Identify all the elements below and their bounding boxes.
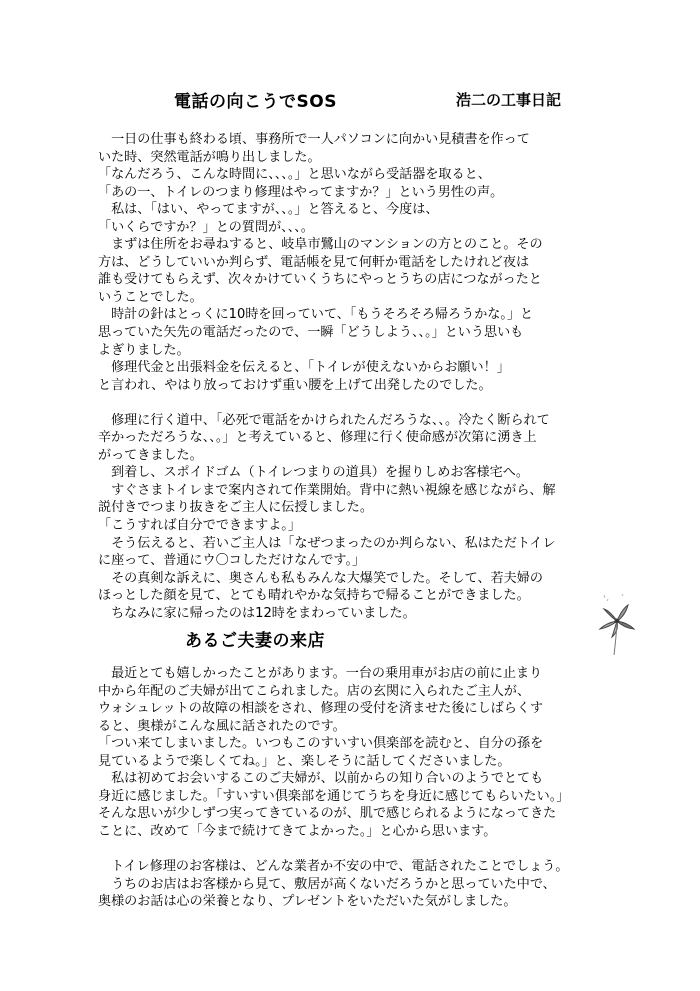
text-line: うちのお店はお客様から見て、敷居が高くないだろうかと思っていた中で、 xyxy=(98,876,556,892)
article-body-couple xyxy=(98,665,618,911)
text-line: 説付きでつまり抜きをご主人に伝授しました。 xyxy=(98,500,373,516)
text-line: そう伝えると、若いご主人は「なぜつまったのか判らない、私はただトイレ xyxy=(98,535,556,551)
text-line: 方は、どうしていいか判らず、電話帳を見て何軒か電話をしたけれど夜は xyxy=(98,254,530,270)
text-line: 最近とても嬉しかったことがあります。一台の乗用車がお店の前に止まり xyxy=(98,666,543,681)
text-line: ことに、改めて「今まで続けてきてよかった。」と心から思います。 xyxy=(98,823,497,839)
text-line: がってきました。 xyxy=(98,447,203,463)
flower-illustration xyxy=(596,591,638,657)
text-line: トイレ修理のお客様は、どんな業者か不安の中で、電話されたことでしょう。 xyxy=(98,859,569,875)
text-line: 奥様のお話は心の栄養となり、プレゼントをいただいた気がしました。 xyxy=(98,894,517,910)
text-line: 修理代金と出張料金を伝えると、「トイレが使えないからお願い！」 xyxy=(98,360,510,376)
text-line: と言われ、やはり放っておけず重い腰を上げて出発したのでした。 xyxy=(98,377,492,393)
text-line: いうことでした。 xyxy=(98,289,203,305)
text-line: 私は初めてお会いするこのご夫婦が、以前からの知り合いのようでとても xyxy=(98,771,544,787)
text-line: いた時、突然電話が鳴り出しました。 xyxy=(98,149,321,165)
text-line: 時計の針はとっくに10時を回っていて、「もうそろそろ帰ろうかな。」と xyxy=(98,307,534,323)
text-line: 「いくらですか？」との質問が、、、。 xyxy=(98,219,314,235)
text-line: ると、奥様がこんな風に話されたのです。 xyxy=(98,718,346,734)
text-line: に座って、普通にウ〇コしただけなんです。」 xyxy=(98,553,366,569)
text-line: ちなみに家に帰ったのは12時をまわっていました。 xyxy=(98,605,416,621)
text-line: 私は、「はい、やってますが、、。」と答えると、今度は、 xyxy=(98,202,439,218)
column-byline: 浩二の工事日記 xyxy=(456,91,562,109)
text-line: 「なんだろう、こんな時間に、、、。」と思いながら受話器を取ると、 xyxy=(98,167,491,183)
text-line: ウォシュレットの故障の相談をされ、修理の受付を済ませた後にしばらくす xyxy=(98,701,544,717)
text-line: そんな思いが少しずつ実ってきているのが、肌で感じられるようになってきた xyxy=(98,806,557,822)
text-line: すぐさまトイレまで案内されて作業開始。背中に熱い視線を感じながら、解 xyxy=(98,482,556,498)
text-line: よぎりました。 xyxy=(98,342,190,358)
text-line: 一日の仕事も終わる頃、事務所で一人パソコンに向かい見積書を作って xyxy=(98,132,530,147)
text-line: 「あの一、トイレのつまり修理はやってますか？」という男性の声。 xyxy=(98,184,504,200)
text-line: 到着し、スポイドゴム（トイレつまりの道具）を握りしめお客様宅へ。 xyxy=(98,465,529,481)
paragraph-gap xyxy=(98,394,618,412)
text-line: ほっとした顔を見て、とても晴れやかな気持ちで帰ることができました。 xyxy=(98,588,530,604)
article-title-sos: 電話の向こうでSOS xyxy=(174,92,337,112)
text-line: 見ているようで楽しくてね。」と、楽しそうに話してくださいました。 xyxy=(98,753,511,769)
text-line: 「こうすれば自分でできますよ。」 xyxy=(98,518,301,534)
paragraph-gap xyxy=(98,840,618,858)
text-line: 「つい来てしまいました。いつもこのすいすい倶楽部を読むと、自分の孫を xyxy=(98,736,544,752)
text-line: 誰も受けてもらえず、次々かけていくうちにやっとうちの店につながったと xyxy=(98,272,542,288)
article-title-couple: あるご夫妻の来店 xyxy=(185,631,325,651)
text-line: 修理に行く道中、「必死で電話をかけられたんだろうな、、。冷たく断られて xyxy=(98,412,550,428)
article-body-sos xyxy=(98,131,618,622)
text-line: その真剣な訴えに、奥さんも私もみんな大爆笑でした。そして、若夫婦の xyxy=(98,570,543,586)
text-line: まずは住所をお尋ねすると、岐阜市鷺山のマンションの方とのこと。その xyxy=(98,237,543,253)
text-line: 思っていた矢先の電話だったので、一瞬「どうしよう、、。」という思いも xyxy=(98,325,524,341)
text-line: 辛かっただろうな、、。」と考えていると、修理に行く使命感が次第に湧き上 xyxy=(98,430,537,446)
text-line: 身近に感じました。「すいすい倶楽部を通じてうちを身近に感じてもらいたい。」 xyxy=(98,788,570,804)
text-line: 中から年配のご夫婦が出てこられました。店の玄関に入られたご主人が、 xyxy=(98,683,531,699)
